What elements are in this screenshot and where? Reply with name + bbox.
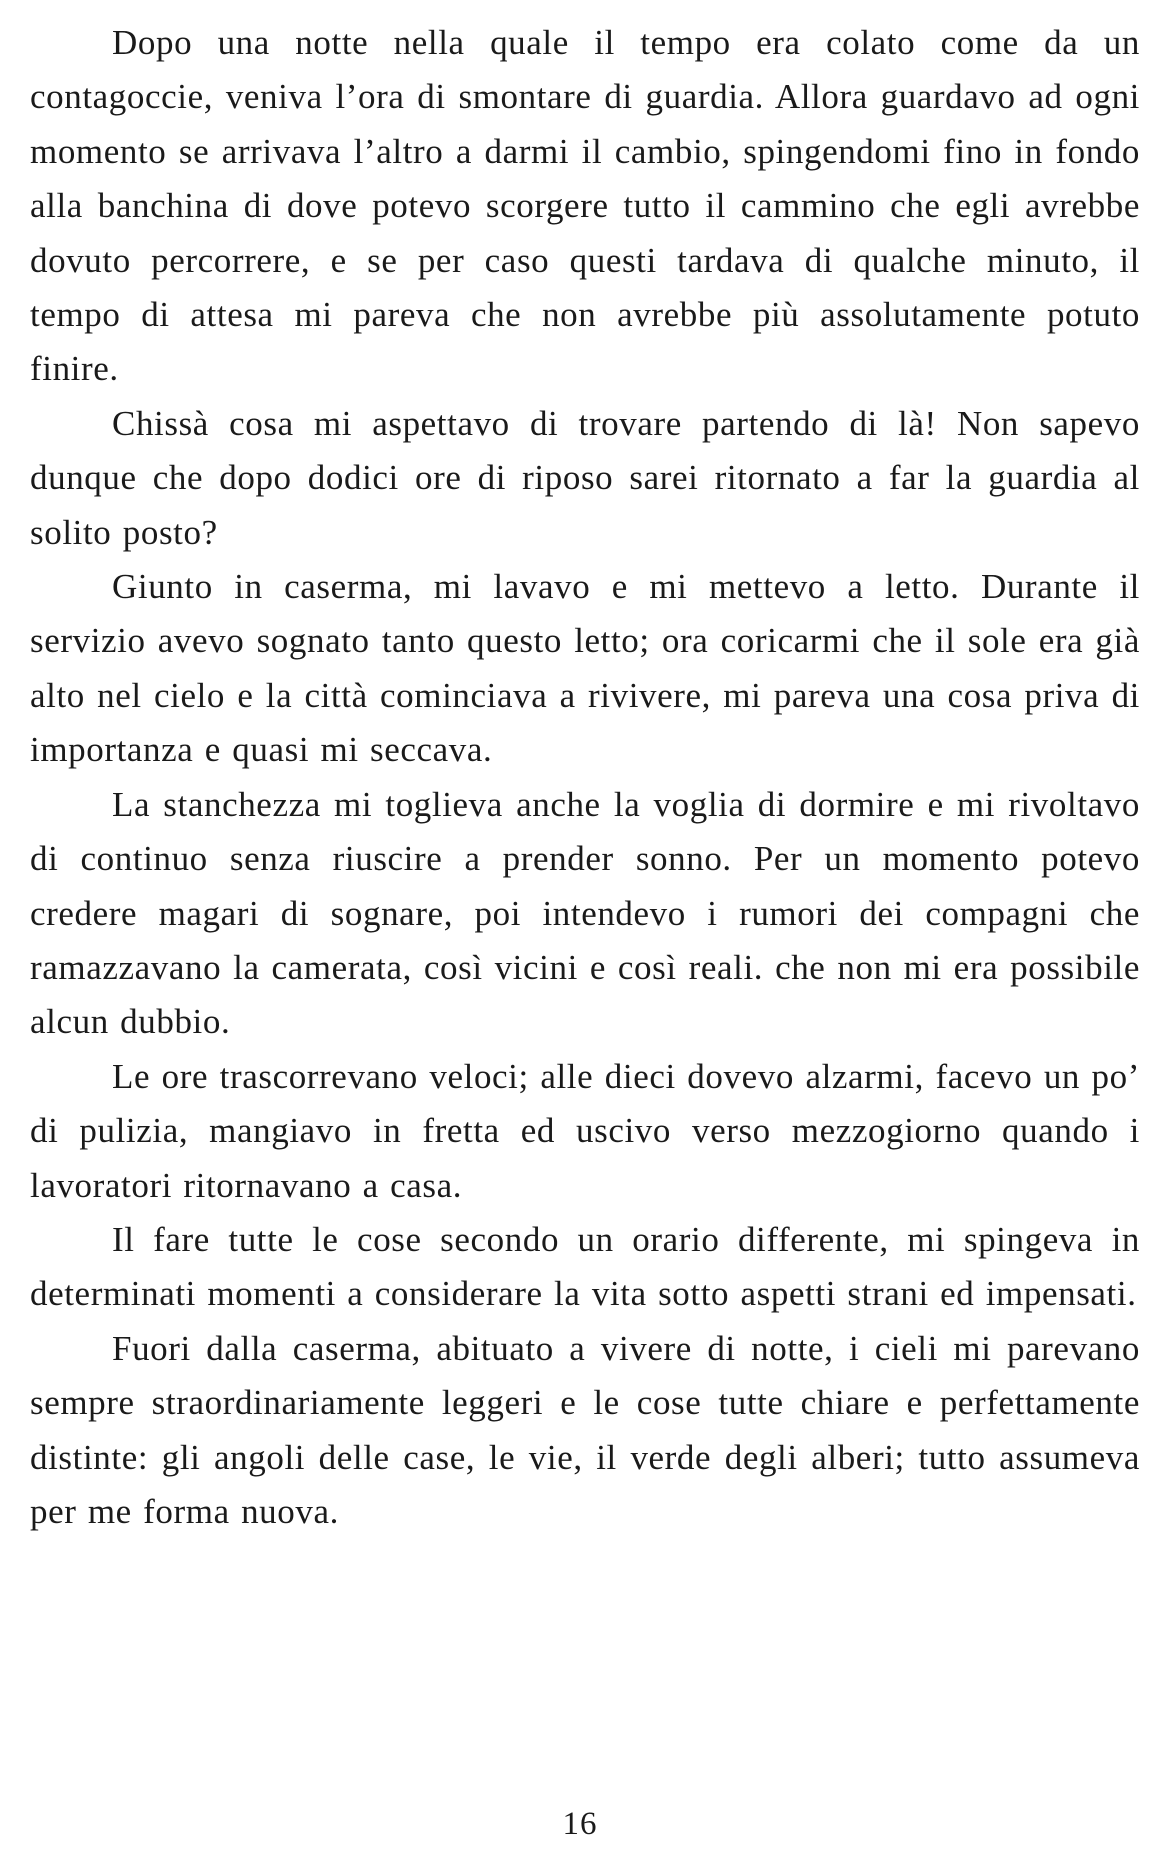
body-text (30, 16, 1140, 1539)
paragraph-4: La stanchezza mi toglieva anche la voglia di dormire e mi rivoltavo di continuo senza riuscire a prender sonno. Per un momento potevo credere magari di sognare, poi intendevo i rumori dei compagni che ramazzavano la camerata, così vicini e così reali. che non mi era possibile alcun dubbio. (30, 784, 1140, 1042)
paragraph-1: Dopo una notte nella quale il tempo era colato come da un contagoccie, veniva l’ora di smontare di guardia. Allora guardavo ad ogni momento se arrivava l’altro a darmi il cambio, spingendomi fino in fondo alla banchina di dove potevo scorgere tutto il cammino che egli avrebbe dovuto percorrere, e se per caso questi tardava di qualche minuto, il tempo di attesa mi pareva che non avrebbe più assolutamente potuto finire. (30, 23, 1140, 389)
paragraph-7: Fuori dalla caserma, abituato a vivere di notte, i cieli mi parevano sempre straordinariamente leggeri e le cose tutte chiare e perfettamente distinte: gli angoli delle case, le vie, il verde degli alberi; tutto assumeva per me forma nuova. (30, 1328, 1140, 1531)
paragraph-6: Il fare tutte le cose secondo un orario differente, mi spingeva in determinati momenti a considerare la vita sotto aspetti strani ed impensati. (30, 1219, 1140, 1314)
paragraph-5: Le ore trascorrevano veloci; alle dieci dovevo alzarmi, facevo un po’ di pulizia, mangiavo in fretta ed uscivo verso mezzogiorno quando i lavoratori ritornavano a casa. (30, 1056, 1140, 1205)
page-number: 16 (562, 1806, 598, 1842)
paragraph-3: Giunto in caserma, mi lavavo e mi mettevo a letto. Durante il servizio avevo sognato tanto questo letto; ora coricarmi che il sole era già alto nel cielo e la città cominciava a rivivere, mi pareva una cosa priva di importanza e quasi mi seccava. (30, 567, 1140, 770)
paragraph-2: Chissà cosa mi aspettavo di trovare partendo di là! Non sapevo dunque che dopo dodici ore di riposo sarei ritornato a far la guardia al solito posto? (30, 403, 1140, 552)
